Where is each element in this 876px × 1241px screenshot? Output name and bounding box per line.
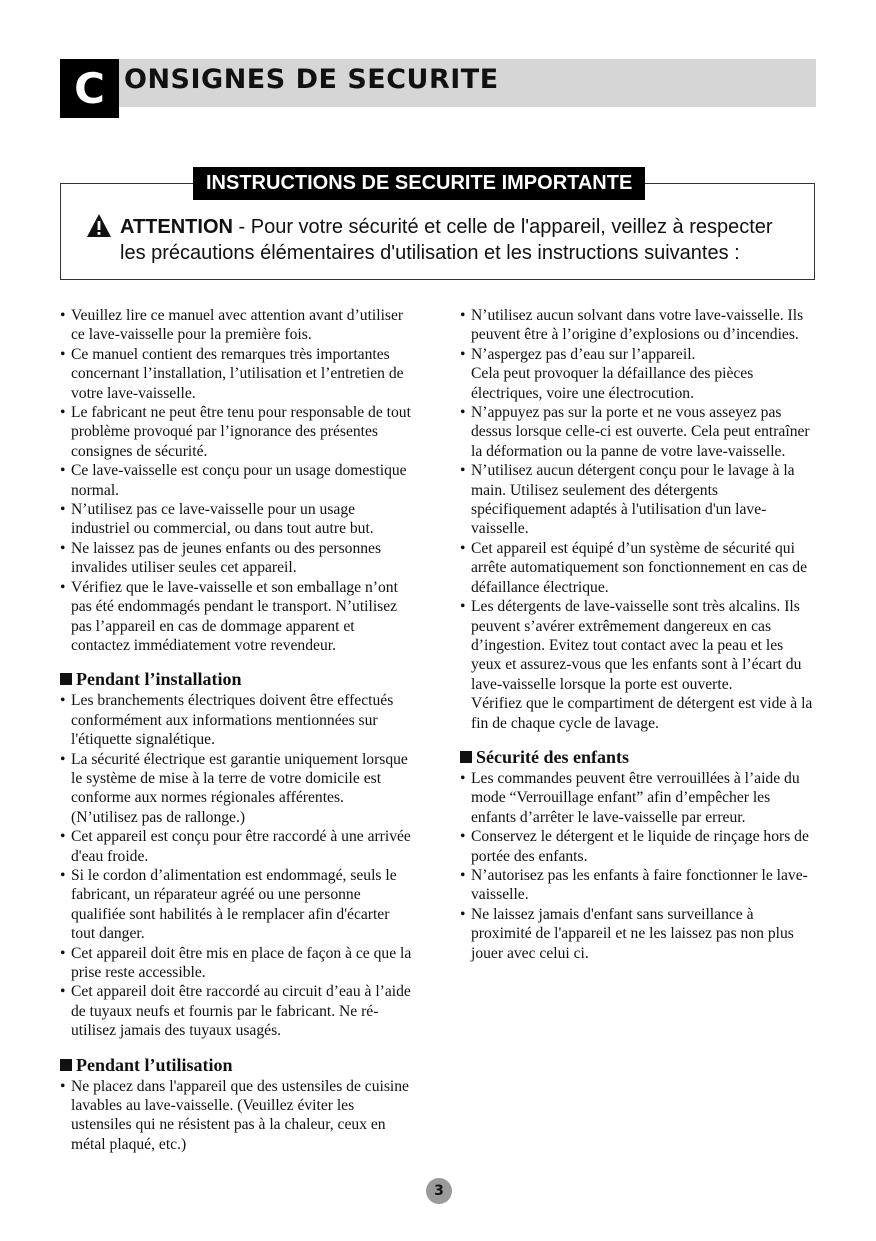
list-item: • Si le cordon d’alimentation est endommagé, seuls le fabricant, un réparateur agréé ou une personne qualifiée sont habilités à le remplacer afin d'écarter tout danger. — [60, 866, 412, 944]
list-item: • N’utilisez aucun détergent conçu pour le lavage à la main. Utilisez seulement des détergents spécifiquement adaptés à l'utilisation d'un lave-vaisselle. — [460, 461, 816, 539]
square-bullet-icon — [60, 1059, 72, 1071]
square-bullet-icon — [460, 751, 472, 763]
section-heading-text: Sécurité des enfants — [476, 746, 629, 767]
list-item: • Ne laissez pas de jeunes enfants ou des personnes invalides utiliser seules cet appareil. — [60, 539, 412, 578]
square-bullet-icon — [60, 673, 72, 685]
note-text: Vérifiez que le compartiment de détergent est vide à la fin de chaque cycle de lavage. — [471, 695, 813, 732]
general-list — [60, 306, 412, 655]
section-heading-enfants — [460, 746, 816, 768]
right-column — [460, 306, 816, 963]
list-item: • Cet appareil est conçu pour être raccordé à une arrivée d'eau froide. — [60, 827, 412, 866]
list-item: • N’autorisez pas les enfants à faire fonctionner le lave-vaisselle. — [460, 866, 816, 905]
child-safety-list — [460, 769, 816, 963]
list-item: • Ne laissez jamais d'enfant sans surveillance à proximité de l'appareil et ne les laissez pas non plus jouer avec celui ci. — [460, 905, 816, 963]
list-item: • Les commandes peuvent être verrouillées à l’aide du mode “Verrouillage enfant” afin d’empêcher les enfants d’arrêter le lave-vaisselle par erreur. — [460, 769, 816, 827]
usage-list — [460, 306, 816, 364]
list-item: • Cet appareil est équipé d’un système de sécurité qui arrête automatiquement son fonctionnement en cas de défaillance électrique. — [460, 539, 816, 597]
list-item: • Veuillez lire ce manuel avec attention avant d’utiliser ce lave-vaisselle pour la première fois. — [60, 306, 412, 345]
page-title: ONSIGNES DE SECURITE — [124, 64, 499, 95]
warning-icon — [86, 213, 112, 239]
list-item: • N’appuyez pas sur la porte et ne vous asseyez pas dessus lorsque celle-ci est ouverte. Cela peut entraîner la déformation ou la panne de votre lave-vaisselle. — [460, 403, 816, 461]
list-item: • Cet appareil doit être raccordé au circuit d’eau à l’aide de tuyaux neufs et fournis par le fabricant. Ne ré-utilisez jamais des tuyaux usagés. — [60, 982, 412, 1040]
header-initial: C — [60, 59, 119, 118]
list-item: • Vérifiez que le lave-vaisselle et son emballage n’ont pas été endommagés pendant le transport. N’utilisez pas l’appareil en cas de dommage apparent et contactez immédiatement votre revendeur. — [60, 578, 412, 656]
list-item: • Cet appareil doit être mis en place de façon à ce que la prise reste accessible. — [60, 944, 412, 983]
list-item: • N’utilisez aucun solvant dans votre lave-vaisselle. Ils peuvent être à l’origine d’explosions ou d’incendies. — [460, 306, 816, 345]
installation-list — [60, 691, 412, 1040]
list-item: • Conservez le détergent et le liquide de rinçage hors de portée des enfants. — [460, 827, 816, 866]
section-heading-installation — [60, 668, 412, 690]
list-item: • N’aspergez pas d’eau sur l’appareil. — [460, 345, 816, 364]
list-item: • Ne placez dans l'appareil que des ustensiles de cuisine lavables au lave-vaisselle. (Veuillez éviter les ustensiles qui ne résistent pas à la chaleur, ceux en métal plaqué, etc.) — [60, 1077, 412, 1155]
list-item: • Ce manuel contient des remarques très importantes concernant l’installation, l’utilisation et l’entretien de votre lave-vaisselle. — [60, 345, 412, 403]
usage-list-2 — [460, 403, 816, 694]
list-item: • Les détergents de lave-vaisselle sont très alcalins. Ils peuvent s’avérer extrêmement dangereux en cas d’ingestion. Evitez tout contact avec la peau et les yeux et assurez-vous que les enfants sont à l’écart du lave-vaisselle lorsque la porte est ouverte. — [460, 597, 816, 694]
list-item: • Les branchements électriques doivent être effectués conformément aux informations mentionnées sur l'étiquette signalétique. — [60, 691, 412, 749]
list-item: • Ce lave-vaisselle est conçu pour un usage domestique normal. — [60, 461, 412, 500]
utilisation-list — [60, 1077, 412, 1155]
note-text: Cela peut provoquer la défaillance des pièces électriques, voire une électrocution. — [471, 365, 754, 402]
left-column — [60, 306, 412, 1154]
list-item: • Le fabricant ne peut être tenu pour responsable de tout problème provoqué par l’ignorance des présentes consignes de sécurité. — [60, 403, 412, 461]
section-heading-utilisation — [60, 1054, 412, 1076]
box-label: INSTRUCTIONS DE SECURITE IMPORTANTE — [193, 167, 645, 200]
attention-body: - Pour votre sécurité et celle de l'appareil, veillez à respecter les précautions élémentaires d'utilisation et les instructions suivantes : — [120, 216, 773, 264]
list-item: • N’utilisez pas ce lave-vaisselle pour un usage industriel ou commercial, ou dans tout autre but. — [60, 500, 412, 539]
attention-text — [120, 214, 800, 266]
list-item: • La sécurité électrique est garantie uniquement lorsque le système de mise à la terre de votre domicile est conforme aux normes régionales afférentes. (N’utilisez pas de rallonge.) — [60, 750, 412, 828]
page-number: 3 — [426, 1178, 452, 1204]
section-heading-text: Pendant l’installation — [76, 669, 242, 690]
attention-word: ATTENTION — [120, 216, 233, 238]
section-heading-text: Pendant l’utilisation — [76, 1054, 233, 1075]
